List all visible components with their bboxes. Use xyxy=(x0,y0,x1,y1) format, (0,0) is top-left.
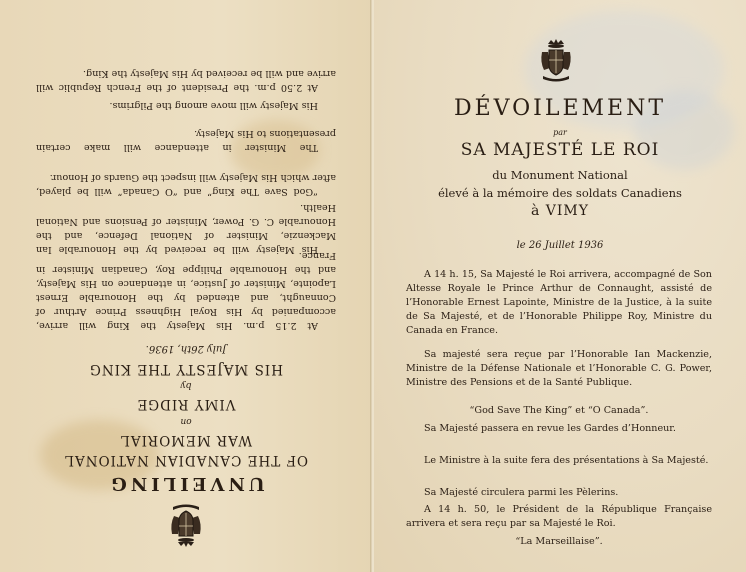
french-title: DÉVOILEMENT xyxy=(453,96,667,121)
french-date: le 26 Juillet 1936 xyxy=(516,240,604,251)
coat-of-arms-icon xyxy=(168,504,204,548)
english-program-item: At 2.15 p.m. His Majesty the King will arrive, accompanied by His Royal Highness Prince Arthur of Connaught, and attended by the Honourable Ernest Lapointe, Minister of Justice, in attendance on His Majesty, and the Honourable Philippe Roy, Canadian Minister in France. xyxy=(36,250,336,331)
coat-of-arms-icon xyxy=(538,38,574,82)
french-program-item: Sa Majesté passera en revue les Gardes d’Honneur. xyxy=(424,423,676,434)
french-page xyxy=(374,0,746,572)
english-royal: HIS MAJESTY THE KING xyxy=(89,361,283,377)
english-page-rotated xyxy=(0,0,372,572)
english-by: by xyxy=(180,380,192,390)
english-title-line3: WAR MEMORIAL xyxy=(119,432,253,448)
french-par: par xyxy=(553,128,567,137)
english-program-item: At 2.50 p.m. the President of the French Republic will arrive and will be received by His Majesty the King. xyxy=(36,68,336,93)
french-program-item: “God Save The King” et “O Canada”. xyxy=(469,405,649,416)
english-program-item: The Minister in attendance will make certain presentations to His Majesty. xyxy=(36,128,336,153)
english-program-item: “God Save The King” and “O Canada” will be played, after which His Majesty will inspect the Guards of Honour. xyxy=(36,172,336,197)
french-program-item: A 14 h. 15, Sa Majesté le Roi arrivera, accompagné de Son Altesse Royale le Prince Arthur de Connaught, assisté de l’Honorable Ernest Lapointe, Ministre de la Justice, à la suite de Sa Majesté, et de l’Honorable Philippe Roy, Ministre du Canada en France. xyxy=(406,269,712,336)
english-program-item: His Majesty will move among the Pilgrims. xyxy=(109,100,318,111)
english-date: July 26th, 1936. xyxy=(145,343,227,354)
french-line1: du Monument National xyxy=(492,168,628,182)
english-place: VIMY RIDGE xyxy=(136,396,236,412)
english-page xyxy=(0,0,372,572)
english-title-unveiling: UNVEILING xyxy=(107,473,265,494)
french-line2: élevé à la mémoire des soldats Canadiens xyxy=(438,186,682,200)
french-program-item: Sa Majesté circulera parmi les Pèlerins. xyxy=(424,487,619,498)
french-program-item: A 14 h. 50, le Président de la République Française arrivera et sera reçu par sa Majesté le Roi. xyxy=(406,504,712,529)
french-place: à VIMY xyxy=(530,203,589,219)
french-program-item: Sa majesté sera reçue par l’Honorable Ian Mackenzie, Ministre de la Défense Nationale et l’Honorable C. G. Power, Ministre des Pensions et de la Santé Publique. xyxy=(406,349,712,388)
french-program-item: “La Marseillaise”. xyxy=(515,536,603,547)
english-on: on xyxy=(180,416,192,426)
french-royal: SA MAJESTÉ LE ROI xyxy=(460,140,660,160)
english-program-item: His Majesty will be received by the Honourable Ian Mackenzie, Minister of National Defence, and the Honourable C. G. Power, Minister of Pensions and National Health. xyxy=(36,202,336,255)
french-program-item: Le Ministre à la suite fera des présentations à Sa Majesté. xyxy=(424,455,709,466)
english-title-line2: OF THE CANADIAN NATIONAL xyxy=(63,452,309,468)
